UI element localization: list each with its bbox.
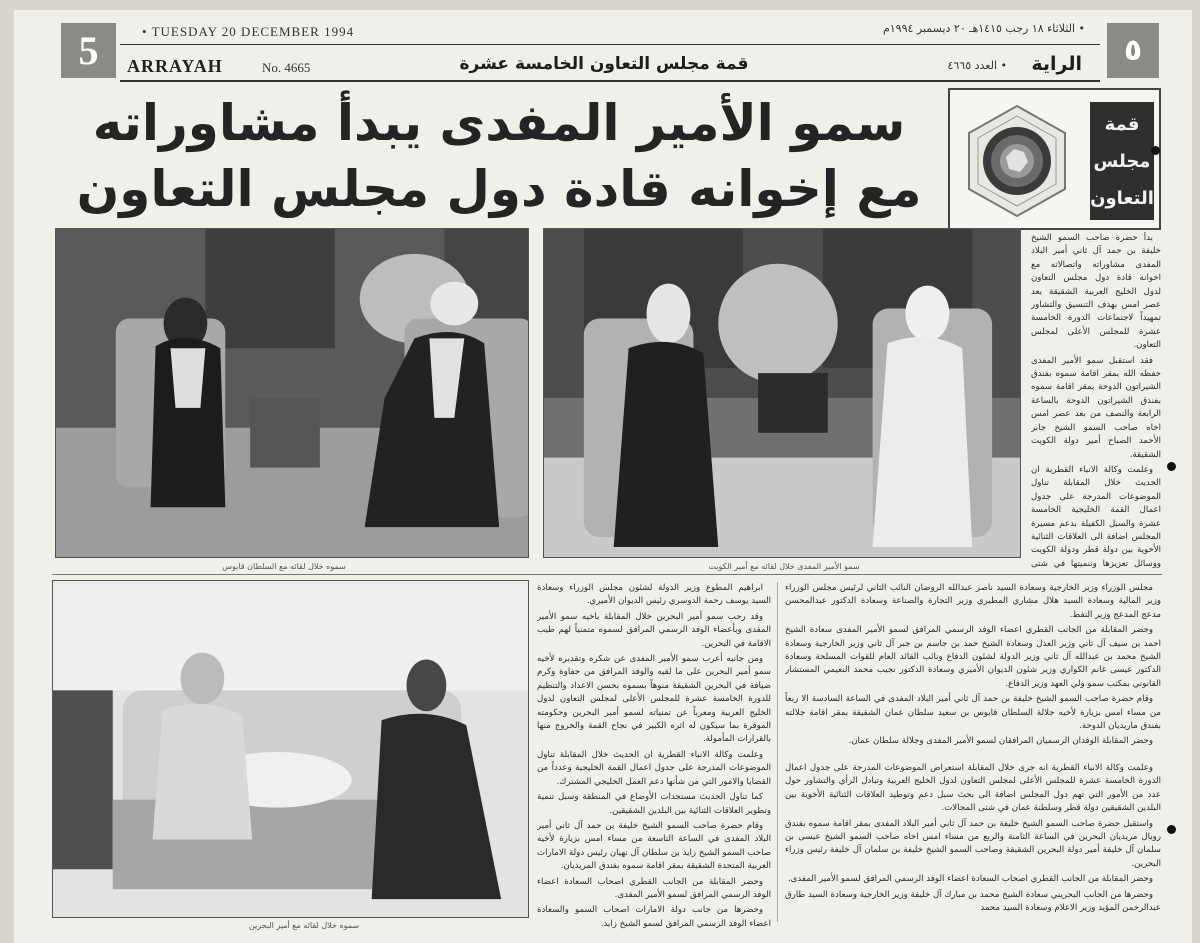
logo-label-line: مجلس — [1093, 151, 1151, 172]
article-paragraph: وحضرها من جانب دولة الامارات اصحاب السمو والسعادة اعضاء الوفد الرسمي المرافق لسمو الشيخ زايد. — [537, 905, 771, 929]
logo-label-line: التعاون — [1090, 188, 1154, 209]
binding-hole-mark — [1167, 825, 1176, 834]
photo-caption-top-right: سمو الأمير المفدى خلال لقائه مع أمير الكويت — [708, 562, 860, 571]
article-paragraph: وحضر المقابلة الوفدان الرسميان المرافقان لسمو الأمير المفدى وجلالة سلطان عمان. — [848, 736, 1153, 747]
article-column-middle-lower — [785, 762, 1161, 940]
photo-bahrain-emir-meeting — [52, 580, 529, 918]
article-paragraph: وحضرها من الجانب البحريني سعادة الشيخ محمد بن مبارك آل خليفة وزير الخارجية وسعادة السيد طارق عبدالرحمن المؤيد وزير الاعلام وسعادة السيد محمد — [785, 889, 1161, 914]
article-paragraph: وعلمت وكالة الانباء القطرية ان الحديث خلال المقابلة تناول الموضوعات المدرجة على جدول اعمال القمة الخليجية الخامسة عشرة والسبل الكفيلة بدعم مسيرة المجلس اضافة الى العلاقات الثنائية الأخوية بين دولة قطر ودولة الكويت ووسائل تعزيزها وتنميتها في شتى — [1031, 464, 1161, 569]
article-paragraph: وعلمت وكالة الانباء القطرية انه جرى خلال المقابلة استعراض الموضوعات المدرجة على جدول اعمال الدورة الخامسة عشرة للمجلس الأعلى لمجلس التعاون لدول الخليج العربية وتبادل الرأي والتشاور حول عدد من الأمور التي تهم دول المجلس اضافة الى بحث سبل دعم وتوطيد العلاقات الثنائية الأخوية بين البلدين الشقيقين دولة قطر وسلطنة عمان في شتى المجالات. — [785, 763, 1161, 814]
article-paragraph: مجلس الوزراء وزير الخارجية وسعادة السيد ناصر عبدالله الروضان النائب الثاني لرئيس مجلس الوزراء وزير المالية وسعادة السيد هلال مشاري المطيري وزير التجارة والصناعة وسعادة الدكتور عبدالمحسن مدعج المدعج وزير النفط. — [785, 583, 1161, 620]
article-paragraph: فقد استقبل سمو الأمير المفدى حفظه الله بمقر اقامة سموه بفندق الشيراتون الدوحة بمقر اقامة سموه بفندق الشيراتون الدوحة بالساعة الرابعة والنصف من بعد عصر امس اخاه صاحب السمو الشيخ جابر الأحمد الصباح أمير دولة الكويت الشقيقة. — [1031, 355, 1161, 460]
masthead-rule-top — [120, 44, 1100, 45]
date-arabic: • الثلاثاء ١٨ رجب ١٤١٥هـ ٢٠ ديسمبر ١٩٩٤م — [882, 22, 1085, 35]
section-title: قمة مجلس التعاون الخامسة عشرة — [459, 54, 749, 74]
photo-sultan-qaboos-meeting — [55, 228, 529, 558]
date-english: • TUESDAY 20 DECEMBER 1994 — [142, 24, 355, 39]
article-paragraph: وعلمت وكالة الانباء القطرية ان الحديث خلال المقابلة تناول الموضوعات المدرجة على جدول اعمال القمة الخليجية وعدداً من القضايا والامور التي من شأنها دعم العمل الخليجي المشترك. — [537, 749, 771, 787]
issue-number-arabic: • العدد ٤٦٦٥ — [947, 59, 1007, 72]
article-paragraph: وحضر المقابلة من الجانب القطري اعضاء الوفد الرسمي المرافق لسمو الأمير المفدى سعادة الشيخ احمد بن سيف آل ثاني وزير العدل وسعادة الشيخ حمد بن جاسم بن جبر آل ثاني وزير الخارجية وسعادة الشيخ محمد بن عبدالله آل ثاني وزير الدولة لشئون الدفاع ونائب القائد العام للقوات المسلحة وسعادة الدكتور عيسى غانم الكواري وزير شئون الديوان الأميري وسعادة الدكتور نجيب محمد النعيمي المستشار القانوني بمكتب سمو ولي العهد وزير الدفاع. — [785, 625, 1161, 689]
logo-label-line: قمة — [1104, 114, 1140, 135]
headline-line-1: سمو الأمير المفدى يبدأ مشاوراته — [92, 94, 906, 152]
article-paragraph: وقام حضرة صاحب السمو الشيخ خليفة بن حمد آل ثاني أمير البلاد المفدى في الساعة التاسعة من مساء امس بزيارة لأخيه صاحب السمو الشيخ زايد بن سلطان آل نهيان رئيس دولة الامارات العربية المتحدة الشقيقة بمقر اقامة سموه بفندق المريديان. — [537, 820, 771, 872]
photo-caption-bottom-left: سموه خلال لقائه مع أمير البحرين — [248, 921, 360, 930]
article-column-right — [1031, 232, 1161, 570]
article-paragraph: وقد رحب سمو أمير البحرين خلال المقابلة باخيه سمو الأمير المفدى وبأعضاء الوفد الرسمي المرافق لسموه متمنياً لهم طيب الاقامة في البحرين. — [537, 611, 771, 649]
gcc-emblem-icon — [962, 102, 1072, 220]
summit-logo-label — [1090, 102, 1154, 220]
headline — [54, 90, 944, 222]
masthead-rule-bottom — [120, 80, 1100, 82]
paper-name-english: ARRAYAH — [127, 56, 223, 76]
page-number-box: 5 — [61, 23, 116, 78]
article-paragraph: كما تناول الحديث مستجدات الأوضاع في المنطقة وسبل تنمية وتطوير العلاقات الثنائية بين البلدين الشقيقين. — [537, 792, 771, 816]
section-rule — [52, 574, 1162, 575]
article-paragraph: وحضر المقابلة من الجانب القطري اصحاب السعادة اعضاء الوفد الرسمي المرافق لسمو الأمير المفدى. — [787, 874, 1153, 885]
article-paragraph: وحضر المقابلة من الجانب القطري اصحاب السعادة اعضاء الوفد الرسمي المرافق لسمو الأمير المفدى. — [537, 876, 771, 900]
article-paragraph: وقام حضرة صاحب السمو الشيخ خليفة بن حمد آل ثاني أمير البلاد المفدى في الساعة السادسة الا ربعاً من مساء امس بزيارة لأخيه جلالة السلطان قابوس بن سعيد سلطان عمان الشقيقة بمقر اقامة جلالته بفندق ماريديان الدوحة. — [785, 694, 1161, 732]
issue-number-english: No. 4665 — [262, 60, 311, 75]
article-column-left — [537, 582, 771, 932]
article-paragraph: ابراهيم المطوع وزير الدولة لشئون مجلس الوزراء وسعادة السيد يوسف رحمة الدوسري رئيس الديوان الأميري. — [537, 583, 771, 607]
column-rule — [777, 582, 778, 922]
photo-caption-top-left: سموه خلال لقائه مع السلطان قابوس — [222, 562, 346, 571]
page-number-box-arabic: ٥ — [1107, 23, 1159, 78]
photo-kuwait-emir-meeting — [543, 228, 1021, 558]
newspaper-page — [14, 10, 1192, 943]
article-paragraph: بدأ حضرة صاحب السمو الشيخ خليفة بن حمد آل ثاني أمير البلاد المفدى مشاوراته واتصالاته مع اخوانه قادة دول مجلس التعاون لدول الخليج العربية الشقيقة بعد عصر امس بهدف التنسيق والتشاور تمهيداً لاجتماعات الدورة الخامسة عشرة للمجلس الأعلى لمجلس التعاون. — [1031, 233, 1161, 351]
article-paragraph: ومن جانبه أعرب سمو الأمير المفدى عن شكره وتقديره لأخيه سمو أمير البحرين على ما لقيه والوفد المرافق من حفاوة وكرم ضيافة في البحرين الشقيقة منوهاً بسموه بحسن الاعداد والتنظيم للدورة الخامسة عشرة للمجلس الأعلى لمجلس التعاون لدول الخليج العربية ومعرباً عن تمنياته لسمو أمير البحرين وحكومته الموقرة بما سيكون له اثره الكبير في نجاح القمة والخروج منها بالقرارات المأمولة. — [537, 654, 771, 745]
binding-hole-mark — [1167, 462, 1176, 471]
headline-line-2: مع إخوانه قادة دول مجلس التعاون — [76, 160, 922, 218]
binding-hole-mark — [1151, 146, 1160, 155]
paper-name-arabic: الراية — [1031, 53, 1082, 75]
summit-logo-box — [948, 88, 1161, 230]
article-column-middle-upper — [785, 582, 1161, 760]
article-paragraph: واستقبل حضرة صاحب السمو الشيخ خليفة بن حمد آل ثاني أمير البلاد المفدى بمقر اقامة سموه بفندق رويال مريديان البحرين في الساعة الثامنة والربع من مساء امس اخاه صاحب السمو الشيخ عيسى بن سلمان آل خليفة أمير دولة البحرين الشقيقة وصاحب السمو الشيخ خليفة بن سلمان آل خليفة رئيس وزراء البحرين. — [785, 818, 1161, 869]
